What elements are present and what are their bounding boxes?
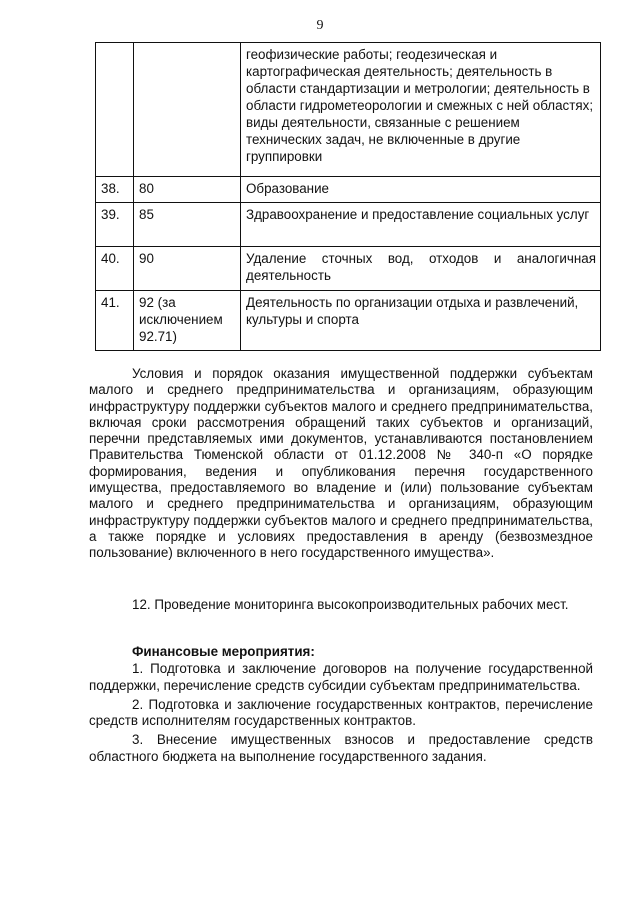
- row-number: 40.: [96, 247, 134, 291]
- financial-item-1: 1. Подготовка и заключение договоров на получение государственной поддержки, перечисление средств субсидии субъектам предпринимательства.: [89, 661, 593, 693]
- financial-heading: Финансовые мероприятия:: [132, 644, 315, 659]
- table-row: [96, 291, 601, 351]
- row-description: геофизические работы; геодезическая и картографическая деятельность; деятельность в области стандартизации и метрологии; деятельность в области гидрометеорологии и смежных с ней областях; виды деятельности, связанные с решением технических задач, не включенные в другие группировки: [241, 43, 601, 177]
- row-code: 85: [134, 203, 241, 247]
- row-description: Удаление сточных вод, отходов и аналогичная деятельность: [241, 247, 601, 291]
- row-code: 92 (за исключением 92.71): [134, 291, 241, 351]
- monitoring-item: 12. Проведение мониторинга высокопроизводительных рабочих мест.: [132, 597, 569, 612]
- activity-table: [95, 42, 601, 351]
- row-number: [96, 43, 134, 177]
- page-number: 9: [316, 18, 324, 33]
- financial-item-3: 3. Внесение имущественных взносов и предоставление средств областного бюджета на выполнение государственного задания.: [89, 732, 593, 764]
- financial-section: [89, 644, 593, 765]
- row-code: 90: [134, 247, 241, 291]
- row-code: 80: [134, 177, 241, 203]
- row-code: [134, 43, 241, 177]
- financial-item-2: 2. Подготовка и заключение государственных контрактов, перечисление средств исполнителям государственных контрактов.: [89, 696, 593, 729]
- row-description: Образование: [241, 177, 601, 203]
- row-description: Деятельность по организации отдыха и развлечений, культуры и спорта: [241, 291, 601, 351]
- table-row: [96, 177, 601, 203]
- conditions-section: [89, 366, 593, 562]
- row-description: Здравоохранение и предоставление социальных услуг: [241, 203, 601, 247]
- row-number: 39.: [96, 203, 134, 247]
- item-12-section: [89, 597, 593, 613]
- table-row: [96, 203, 601, 247]
- row-number: 38.: [96, 177, 134, 203]
- table-row: [96, 43, 601, 177]
- conditions-paragraph: Условия и порядок оказания имущественной поддержки субъектам малого и среднего предпринимательства и организациям, образующим инфраструктуру поддержки субъектов малого и среднего предпринимательства, включая сроки рассмотрения обращений таких субъектов и организаций, перечни представляемых ими документов, устанавливаются постановлением Правительства Тюменской области от 01.12.2008 № 340-п «О порядке формирования, ведения и опубликования перечня государственного имущества, предоставляемого во владение и (или) пользование субъектам малого и среднего предпринимательства и организациям, образующим инфраструктуру поддержки субъектов малого и среднего предпринимательства, а также порядке и условиях предоставления в аренду (безвозмездное пользование) включенного в него государственного имущества».: [89, 366, 593, 561]
- row-number: 41.: [96, 291, 134, 351]
- table-row: [96, 247, 601, 291]
